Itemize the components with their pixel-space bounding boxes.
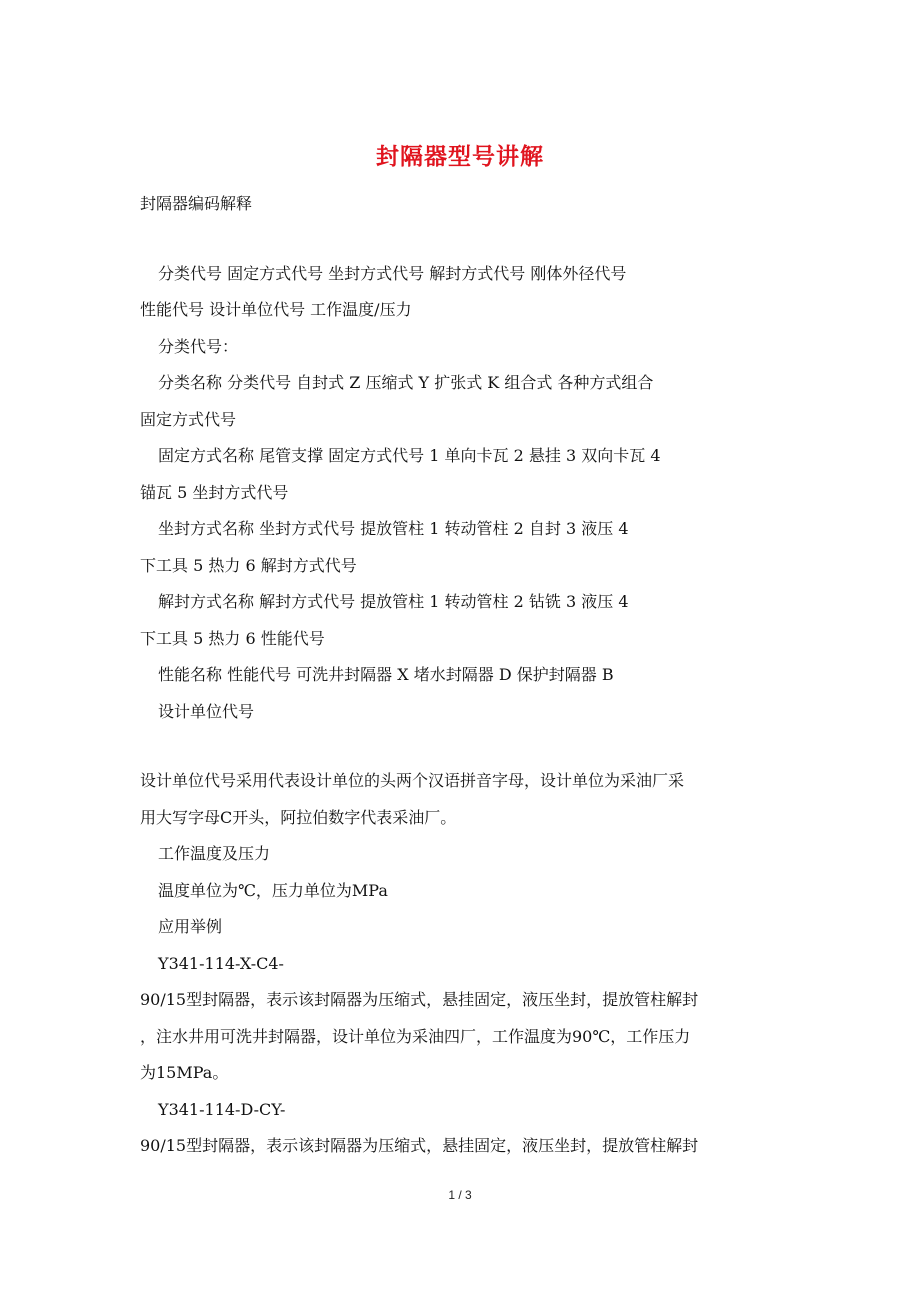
text-line: 用大写字母C开头，阿拉伯数字代表采油厂。: [140, 807, 457, 827]
example-code: Y341-114-D-CY-: [158, 1099, 286, 1119]
text-line: 固定方式名称 尾管支撑 固定方式代号 1 单向卡瓦 2 悬挂 3 双向卡瓦 4: [158, 446, 661, 465]
text-line: 分类名称 分类代号 自封式 Z 压缩式 Y 扩张式 K 组合式 各种方式组合: [158, 373, 654, 392]
text-line: 为15MPa。: [140, 1063, 229, 1082]
section-heading: 封隔器编码解释: [140, 194, 253, 213]
text-line: 分类代号 固定方式代号 坐封方式代号 解封方式代号 刚体外径代号: [158, 263, 627, 283]
text-line: 温度单位为℃，压力单位为MPa: [158, 880, 388, 900]
blank-gap: [140, 730, 790, 763]
text-line: 90/15型封隔器，表示该封隔器为压缩式，悬挂固定，液压坐封，提放管柱解封: [140, 1136, 699, 1155]
text-line: 性能名称 性能代号 可洗井封隔器 X 堵水封隔器 D 保护封隔器 B: [158, 665, 614, 684]
text-line: 解封方式名称 解封方式代号 提放管柱 1 转动管柱 2 钻铣 3 液压 4: [158, 592, 629, 611]
text-line: 设计单位代号采用代表设计单位的头两个汉语拼音字母，设计单位为采油厂采: [140, 771, 685, 790]
text-line: 分类代号：: [158, 336, 239, 356]
text-line: 工作温度及压力: [158, 844, 271, 863]
text-line: 坐封方式名称 坐封方式代号 提放管柱 1 转动管柱 2 自封 3 液压 4: [158, 519, 629, 538]
blank-gap: [140, 223, 790, 256]
document-body: [140, 186, 790, 1165]
text-line: ，注水井用可洗井封隔器，设计单位为采油四厂，工作温度为90℃，工作压力: [140, 1026, 691, 1046]
text-line: 应用举例: [158, 917, 223, 936]
example-code: Y341-114-X-C4-: [158, 953, 284, 973]
document-title: 封隔器型号讲解: [376, 144, 544, 170]
text-line: 90/15型封隔器，表示该封隔器为压缩式，悬挂固定，液压坐封，提放管柱解封: [140, 990, 699, 1009]
text-line: 下工具 5 热力 6 解封方式代号: [140, 555, 357, 575]
text-line: 锚瓦 5 坐封方式代号: [140, 482, 289, 502]
text-line: 下工具 5 热力 6 性能代号: [140, 628, 325, 648]
text-line: 性能代号 设计单位代号 工作温度/压力: [140, 300, 412, 319]
text-line: 设计单位代号: [158, 701, 255, 721]
text-line: 固定方式代号: [140, 409, 237, 429]
page-number: 1 / 3: [448, 1188, 472, 1202]
